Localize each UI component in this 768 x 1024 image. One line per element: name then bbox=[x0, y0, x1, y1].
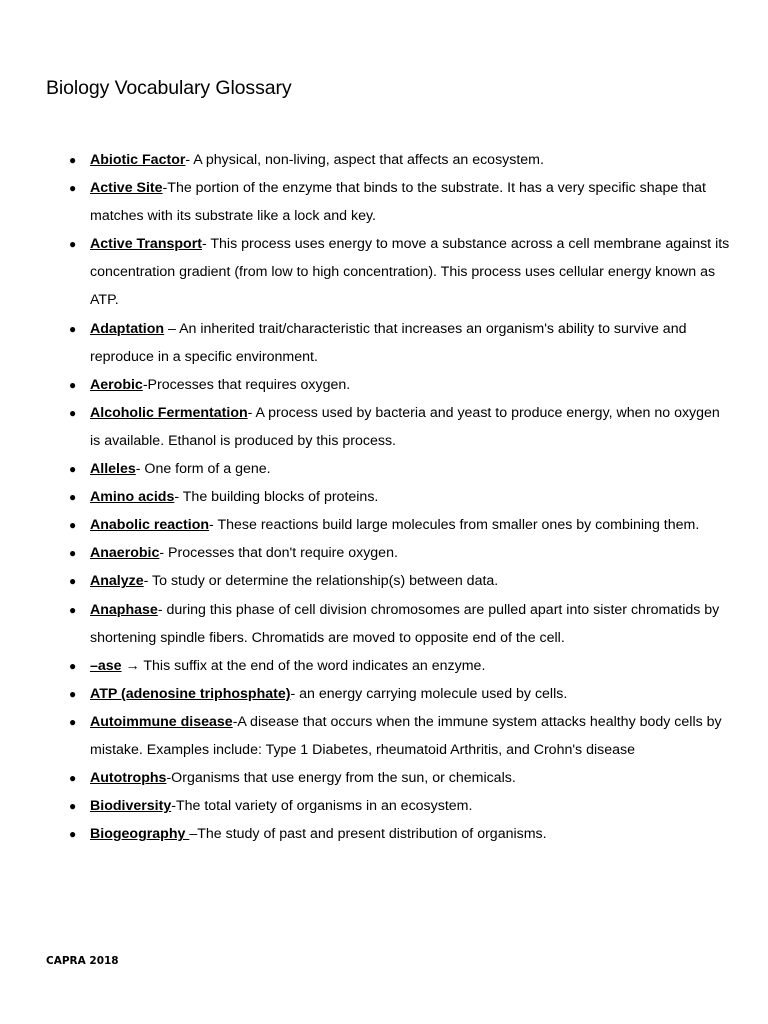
glossary-definition: - One form of a gene. bbox=[135, 461, 271, 478]
glossary-entry bbox=[69, 792, 730, 820]
glossary-term: Autotrophs bbox=[90, 770, 167, 787]
bullet-icon: ● bbox=[69, 462, 77, 477]
bullet-icon: ● bbox=[69, 490, 77, 505]
glossary-term: Anabolic reaction bbox=[90, 517, 210, 534]
glossary-entry bbox=[69, 146, 730, 174]
glossary-definition: -Organisms that use energy from the sun, or chemicals. bbox=[166, 770, 516, 787]
glossary-term: Alcoholic Fermentation bbox=[90, 404, 248, 421]
glossary-definition: - A process used by bacteria and yeast to produce energy, when no oxygen is available. Ethanol is produced by this process. bbox=[90, 404, 720, 449]
glossary-definition: - Processes that don't require oxygen. bbox=[159, 545, 398, 562]
bullet-icon: ● bbox=[69, 574, 77, 589]
bullet-icon: ● bbox=[69, 827, 77, 842]
glossary-entry bbox=[69, 399, 730, 455]
glossary-entry bbox=[69, 483, 730, 511]
page-footer: CAPRA 2018 bbox=[46, 955, 119, 967]
glossary-term: Analyze bbox=[90, 573, 144, 590]
glossary-term: Anaphase bbox=[90, 601, 158, 618]
glossary-term: Active Transport bbox=[90, 236, 202, 253]
bullet-icon: ● bbox=[69, 771, 77, 786]
glossary-definition: - an energy carrying molecule used by cells. bbox=[290, 685, 568, 702]
bullet-icon: ● bbox=[69, 321, 77, 336]
glossary-entry bbox=[69, 820, 730, 848]
glossary-term: Active Site bbox=[90, 180, 163, 197]
glossary-term: Autoimmune disease bbox=[90, 713, 233, 730]
glossary-term: Abiotic Factor bbox=[90, 152, 186, 168]
glossary-definition: → This suffix at the end of the word indicates an enzyme. bbox=[121, 657, 486, 674]
bullet-icon: ● bbox=[69, 518, 77, 533]
bullet-icon: ● bbox=[69, 799, 77, 814]
glossary-entry bbox=[69, 764, 730, 792]
bullet-icon: ● bbox=[69, 658, 77, 673]
glossary-entry bbox=[69, 680, 730, 708]
bullet-icon: ● bbox=[69, 405, 77, 420]
glossary-term: Alleles bbox=[90, 461, 136, 478]
glossary-entry bbox=[69, 371, 730, 399]
glossary-definition: - To study or determine the relationship(s) between data. bbox=[143, 573, 499, 590]
bullet-icon: ● bbox=[69, 153, 77, 167]
glossary-definition: -The portion of the enzyme that binds to the substrate. It has a very specific shape that matches with its substrate like a lock and key. bbox=[90, 180, 706, 225]
glossary-definition: – An inherited trait/characteristic that increases an organism's ability to survive and reproduce in a specific environment. bbox=[90, 320, 687, 365]
bullet-icon: ● bbox=[69, 714, 77, 729]
glossary-definition: - The building blocks of proteins. bbox=[174, 489, 379, 506]
glossary-term: Aerobic bbox=[90, 376, 143, 393]
glossary-entry bbox=[69, 708, 730, 764]
glossary-entry bbox=[69, 567, 730, 595]
glossary-entry bbox=[69, 174, 730, 230]
glossary-list bbox=[69, 146, 730, 848]
bullet-icon: ● bbox=[69, 377, 77, 392]
glossary-entry bbox=[69, 596, 730, 652]
glossary-entry bbox=[69, 455, 730, 483]
glossary-entry bbox=[69, 511, 730, 539]
bullet-icon: ● bbox=[69, 237, 77, 252]
glossary-definition: -A disease that occurs when the immune system attacks healthy body cells by mistake. Examples include: Type 1 Diabetes, rheumatoid Arthritis, and Crohn's disease bbox=[90, 713, 722, 758]
glossary-definition: - during this phase of cell division chromosomes are pulled apart into sister chromatids by shortening spindle fibers. Chromatids are moved to opposite end of the cell. bbox=[90, 601, 720, 646]
bullet-icon: ● bbox=[69, 602, 77, 617]
bullet-icon: ● bbox=[69, 686, 77, 701]
glossary-entry bbox=[69, 539, 730, 567]
glossary-entry bbox=[69, 230, 730, 314]
glossary-definition: - A physical, non-living, aspect that affects an ecosystem. bbox=[185, 152, 544, 168]
bullet-icon: ● bbox=[69, 546, 77, 561]
glossary-definition: - This process uses energy to move a substance across a cell membrane against its concentration gradient (from low to high concentration). This process uses cellular energy known as ATP. bbox=[90, 236, 730, 309]
glossary-term: Adaptation bbox=[90, 320, 165, 337]
glossary-term: Anaerobic bbox=[90, 545, 160, 562]
glossary-entry bbox=[69, 315, 730, 371]
glossary-definition: –The study of past and present distribution of organisms. bbox=[189, 826, 547, 843]
glossary-term: Biogeography bbox=[90, 826, 190, 843]
glossary-definition: -The total variety of organisms in an ecosystem. bbox=[171, 798, 473, 815]
glossary-definition: - These reactions build large molecules from smaller ones by combining them. bbox=[209, 517, 700, 534]
glossary-entry bbox=[69, 652, 730, 680]
glossary-term: Amino acids bbox=[90, 489, 175, 506]
glossary-term: Biodiversity bbox=[90, 798, 172, 815]
glossary-definition: -Processes that requires oxygen. bbox=[142, 376, 351, 393]
page-title: Biology Vocabulary Glossary bbox=[46, 77, 292, 99]
glossary-term: –ase bbox=[90, 657, 122, 674]
glossary-term: ATP (adenosine triphosphate) bbox=[90, 685, 291, 702]
bullet-icon: ● bbox=[69, 181, 77, 196]
